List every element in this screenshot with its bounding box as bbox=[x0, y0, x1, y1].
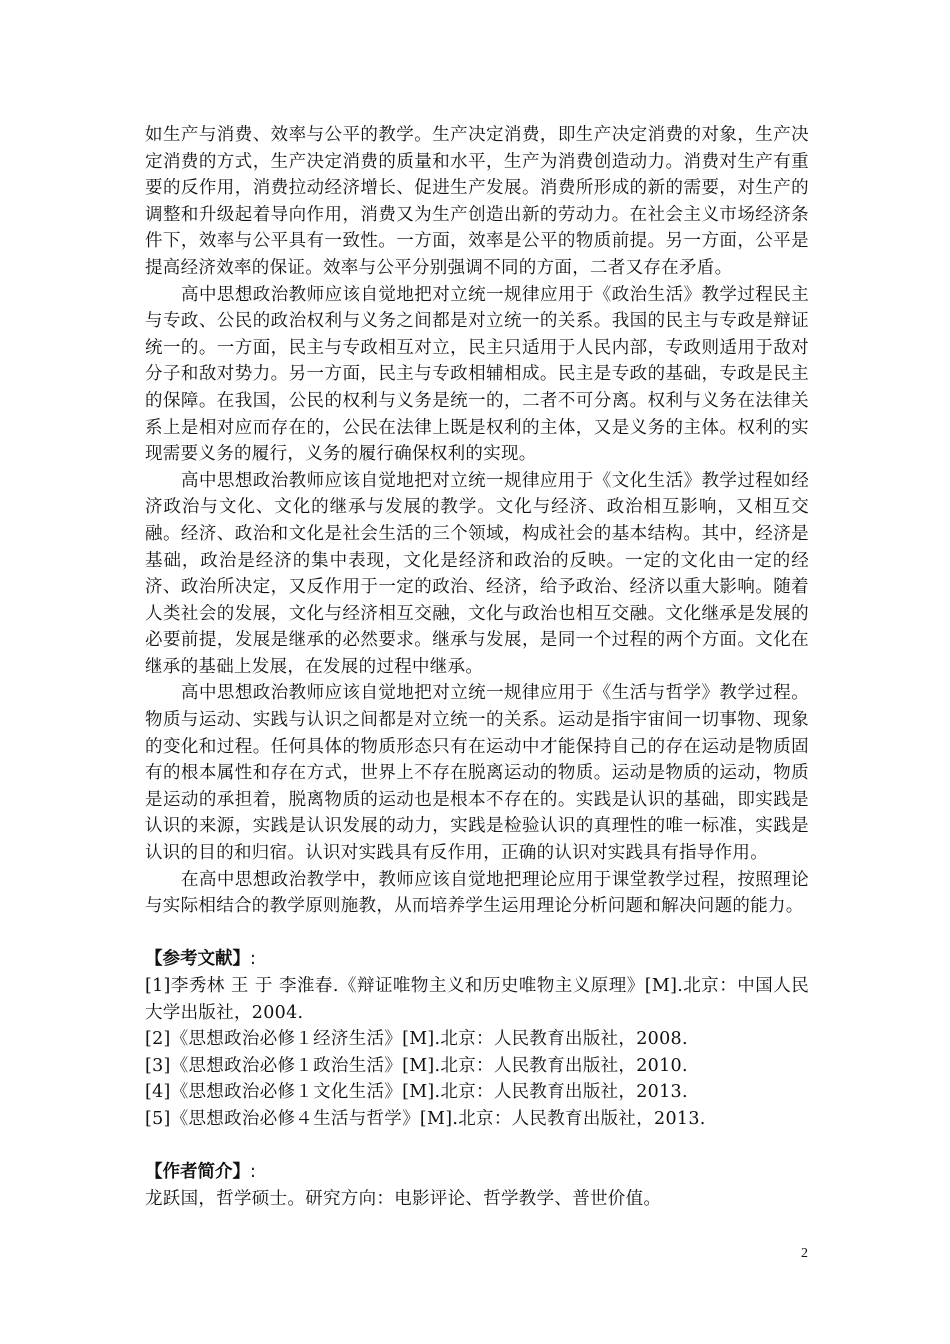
reference-item: [2]《思想政治必修１经济生活》[M].北京：人民教育出版社，2008. bbox=[145, 1029, 688, 1050]
reference-item: [1]李秀林 王 于 李淮春.《辩证唯物主义和历史唯物主义原理》[M].北京：中国人民大学出版社，2004. bbox=[145, 976, 809, 1023]
body-paragraph-3: 高中思想政治教师应该自觉地把对立统一规律应用于《文化生活》教学过程如经济政治与文化、文化的继承与发展的教学。文化与经济、政治相互影响，又相互交融。经济、政治和文化是社会生活的三个领域，构成社会的基本结构。其中，经济是基础，政治是经济的集中表现，文化是经济和政治的反映。一定的文化由一定的经济、政治所决定，又反作用于一定的政治、经济，给予政治、经济以重大影响。随着人类社会的发展，文化与经济相互交融，文化与政治也相互交融。文化继承是发展的必要前提，发展是继承的必然要求。继承与发展，是同一个过程的两个方面。文化在继承的基础上发展，在发展的过程中继承。 bbox=[145, 470, 809, 677]
references-heading-colon: : bbox=[250, 949, 256, 970]
spacer bbox=[145, 1133, 809, 1160]
document-body bbox=[145, 122, 809, 1212]
references-heading-text: 【参考文献】 bbox=[145, 949, 250, 970]
spacer bbox=[145, 920, 809, 947]
reference-item: [5]《思想政治必修４生活与哲学》[M].北京：人民教育出版社，2013. bbox=[145, 1108, 706, 1129]
references-heading bbox=[145, 946, 809, 973]
page-number: 2 bbox=[801, 1246, 808, 1261]
reference-list bbox=[145, 973, 809, 1133]
author-heading bbox=[145, 1159, 809, 1186]
reference-item: [4]《思想政治必修１文化生活》[M].北京：人民教育出版社，2013. bbox=[145, 1082, 688, 1103]
author-heading-colon: : bbox=[250, 1162, 256, 1183]
author-heading-text: 【作者简介】 bbox=[145, 1162, 250, 1183]
body-paragraph-4: 高中思想政治教师应该自觉地把对立统一规律应用于《生活与哲学》教学过程。物质与运动、实践与认识之间都是对立统一的关系。运动是指宇宙间一切事物、现象的变化和过程。任何具体的物质形态只有在运动中才能保持自己的存在运动是物质固有的根本属性和存在方式，世界上不存在脱离运动的物质。运动是物质的运动，物质是运动的承担着，脱离物质的运动也是根本不存在的。实践是认识的基础，即实践是认识的来源，实践是认识发展的动力，实践是检验认识的真理性的唯一标准，实践是认识的目的和归宿。认识对实践具有反作用，正确的认识对实践具有指导作用。 bbox=[145, 683, 809, 864]
body-paragraph-1: 如生产与消费、效率与公平的教学。生产决定消费，即生产决定消费的对象，生产决定消费的方式，生产决定消费的质量和水平，生产为消费创造动力。消费对生产有重要的反作用，消费拉动经济增长、促进生产发展。消费所形成的新的需要，对生产的调整和升级起着导向作用，消费又为生产创造出新的劳动力。在社会主义市场经济条件下，效率与公平具有一致性。一方面，效率是公平的物质前提。另一方面，公平是提高经济效率的保证。效率与公平分别强调不同的方面，二者又存在矛盾。 bbox=[145, 125, 809, 278]
reference-item: [3]《思想政治必修１政治生活》[M].北京：人民教育出版社，2010. bbox=[145, 1055, 688, 1076]
author-bio: 龙跃国，哲学硕士。研究方向：电影评论、哲学教学、普世价值。 bbox=[145, 1188, 662, 1209]
body-paragraph-2: 高中思想政治教师应该自觉地把对立统一规律应用于《政治生活》教学过程民主与专政、公民的政治权利与义务之间都是对立统一的关系。我国的民主与专政是辩证统一的。一方面，民主与专政相互对立，民主只适用于人民内部，专政则适用于敌对分子和敌对势力。另一方面，民主与专政相辅相成。民主是专政的基础，专政是民主的保障。在我国，公民的权利与义务是统一的，二者不可分离。权利与义务在法律关系上是相对应而存在的，公民在法律上既是权利的主体，又是义务的主体。权利的实现需要义务的履行，义务的履行确保权利的实现。 bbox=[145, 284, 809, 465]
body-paragraph-5: 在高中思想政治教学中，教师应该自觉地把理论应用于课堂教学过程，按照理论与实际相结合的教学原则施教，从而培养学生运用理论分析问题和解决问题的能力。 bbox=[145, 869, 809, 917]
